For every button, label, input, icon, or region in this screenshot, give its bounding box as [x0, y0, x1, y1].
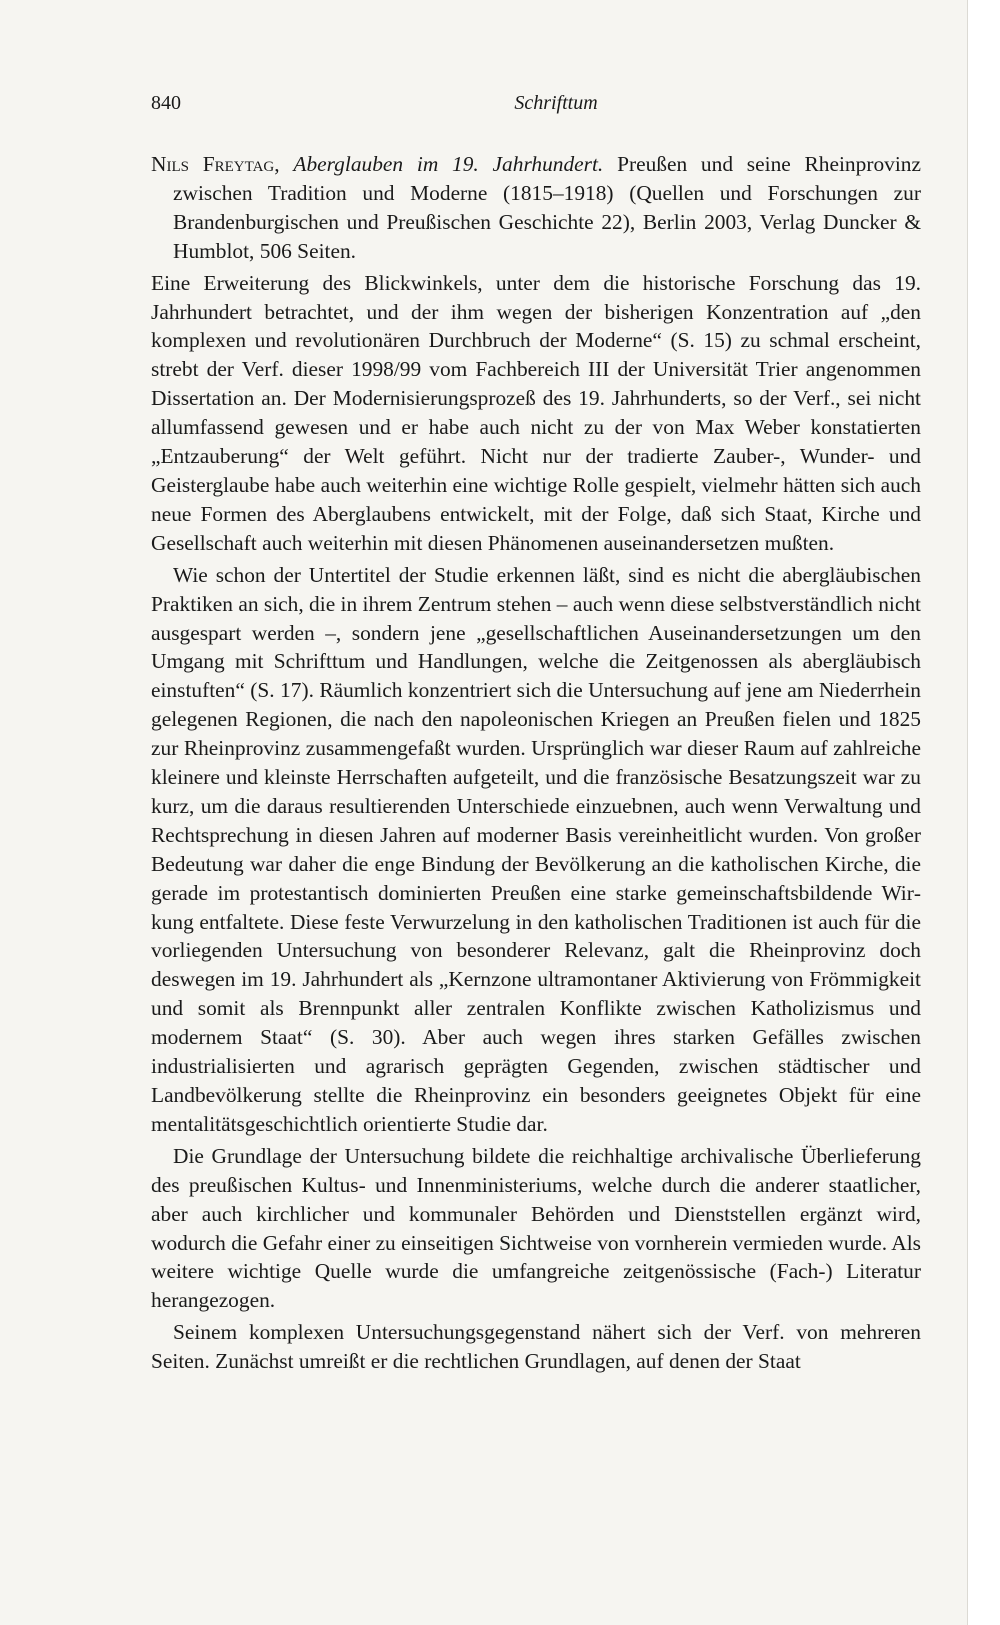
page-header — [151, 92, 921, 120]
entry-details: Preußen und seine Rheinprovinz zwischen Tradition und Moderne (1815–1918) (Quellen und Forschungen zur Brandenburgischen und Preußischen Geschichte 22), Berlin 2003, Verlag Duncker & Humblot, 506 Seiten. — [173, 152, 921, 263]
paragraph-1: Eine Erweiterung des Blickwinkels, unter dem die historische Forschung das 19. Jahrhundert betrachtet, und der ihm wegen der bisherigen Konzentration auf „den komplexen und revolutionären Durchbruch der Moderne“ (S. 15) zu schmal erscheint, strebt der Verf. dieser 1998/99 vom Fachbereich III der Universität Trier angenommen Dissertation an. Der Modernisierungsprozeß des 19. Jahrhunderts, so der Verf., sei nicht allumfassend gewesen und er habe auch nicht zu der von Max Weber konstatierten „Entzauberung“ der Welt geführt. Nicht nur der tradierte Zauber-, Wunder- und Geisterglaube habe auch weiterhin eine wichtige Rolle gespielt, vielmehr hätten sich auch neue Formen des Aberglaubens entwickelt, mit der Folge, daß sich Staat, Kirche und Gesellschaft auch weiterhin mit diesen Phänomenen auseinandersetzen mußten. — [151, 270, 921, 555]
body-text — [151, 150, 921, 1379]
entry-author: Nils Freytag, — [151, 152, 280, 176]
entry-title: Aberglauben im 19. Jahrhundert. — [293, 152, 604, 176]
page-edge — [968, 0, 1000, 1625]
paragraph-4: Seinem komplexen Untersuchungsgegenstand nähert sich der Verf. von mehreren Seiten. Zunächst umreißt er die rechtlichen Grundlagen, auf denen der Staat — [151, 1320, 921, 1374]
paragraph-2: Wie schon der Untertitel der Studie erkennen läßt, sind es nicht die abergläubischen Praktiken an sich, die in ihrem Zentrum stehen – auch wenn diese selbstverständlich nicht ausgespart werden –, sondern jene „gesellschaftlichen Auseinandersetzungen um den Umgang mit Schrifttum und Handlungen, welche die Zeitgenossen als abergläubisch einstuften“ (S. 17). Räumlich konzentriert sich die Untersuchung auf jene am Niederrhein gelegenen Regionen, die nach den napoleonischen Kriegen an Preußen fielen und 1825 zur Rheinprovinz zusammengefaßt wurden. Ursprünglich war dieser Raum auf zahlreiche kleinere und kleinste Herrschaften aufgeteilt, und die französische Besatzungszeit war zu kurz, um die daraus resultierenden Unterschiede einzuebnen, auch wenn Verwaltung und Rechtsprechung in diesen Jahren auf moderner Basis vereinheitlicht wurden. Von großer Bedeutung war daher die enge Bindung der Bevölkerung an die katholischen Kirche, die gerade im protestantisch dominierten Preußen eine starke gemeinschaftsbildende Wirkung entfaltete. Diese feste Verwurzelung in den katholischen Traditionen ist auch für die vorliegenden Untersuchung von besonderer Relevanz, galt die Rheinprovinz doch deswegen im 19. Jahrhundert als „Kernzone ultramontaner Aktivierung von Frömmigkeit und somit als Brennpunkt aller zentralen Konflikte zwischen Katholizismus und modernem Staat“ (S. 30). Aber auch wegen ihres starken Gefälles zwischen industrialisierten und agrarisch geprägten Gegenden, zwischen städtischer und Landbevölkerung stellte die Rheinprovinz ein besonders geeignetes Objekt für eine mentalitätsgeschichtlich orientierte Studie dar. — [151, 562, 921, 1136]
running-title: Schrifttum — [514, 92, 598, 114]
paragraph-3: Die Grundlage der Untersuchung bildete die reichhaltige archivalische Überlieferung des preußischen Kultus- und Innenministeriums, welche durch die anderer staatlicher, aber auch kirchlicher und kommunaler Behörden und Dienststellen ergänzt wird, wodurch die Gefahr einer zu einseitigen Sichtweise von vornherein vermieden wurde. Als weitere wichtige Quelle wurde die umfangreiche zeitgenössische (Fach-) Literatur herangezogen. — [151, 1143, 921, 1313]
page-number: 840 — [151, 92, 181, 114]
bibliographic-entry — [151, 150, 921, 266]
